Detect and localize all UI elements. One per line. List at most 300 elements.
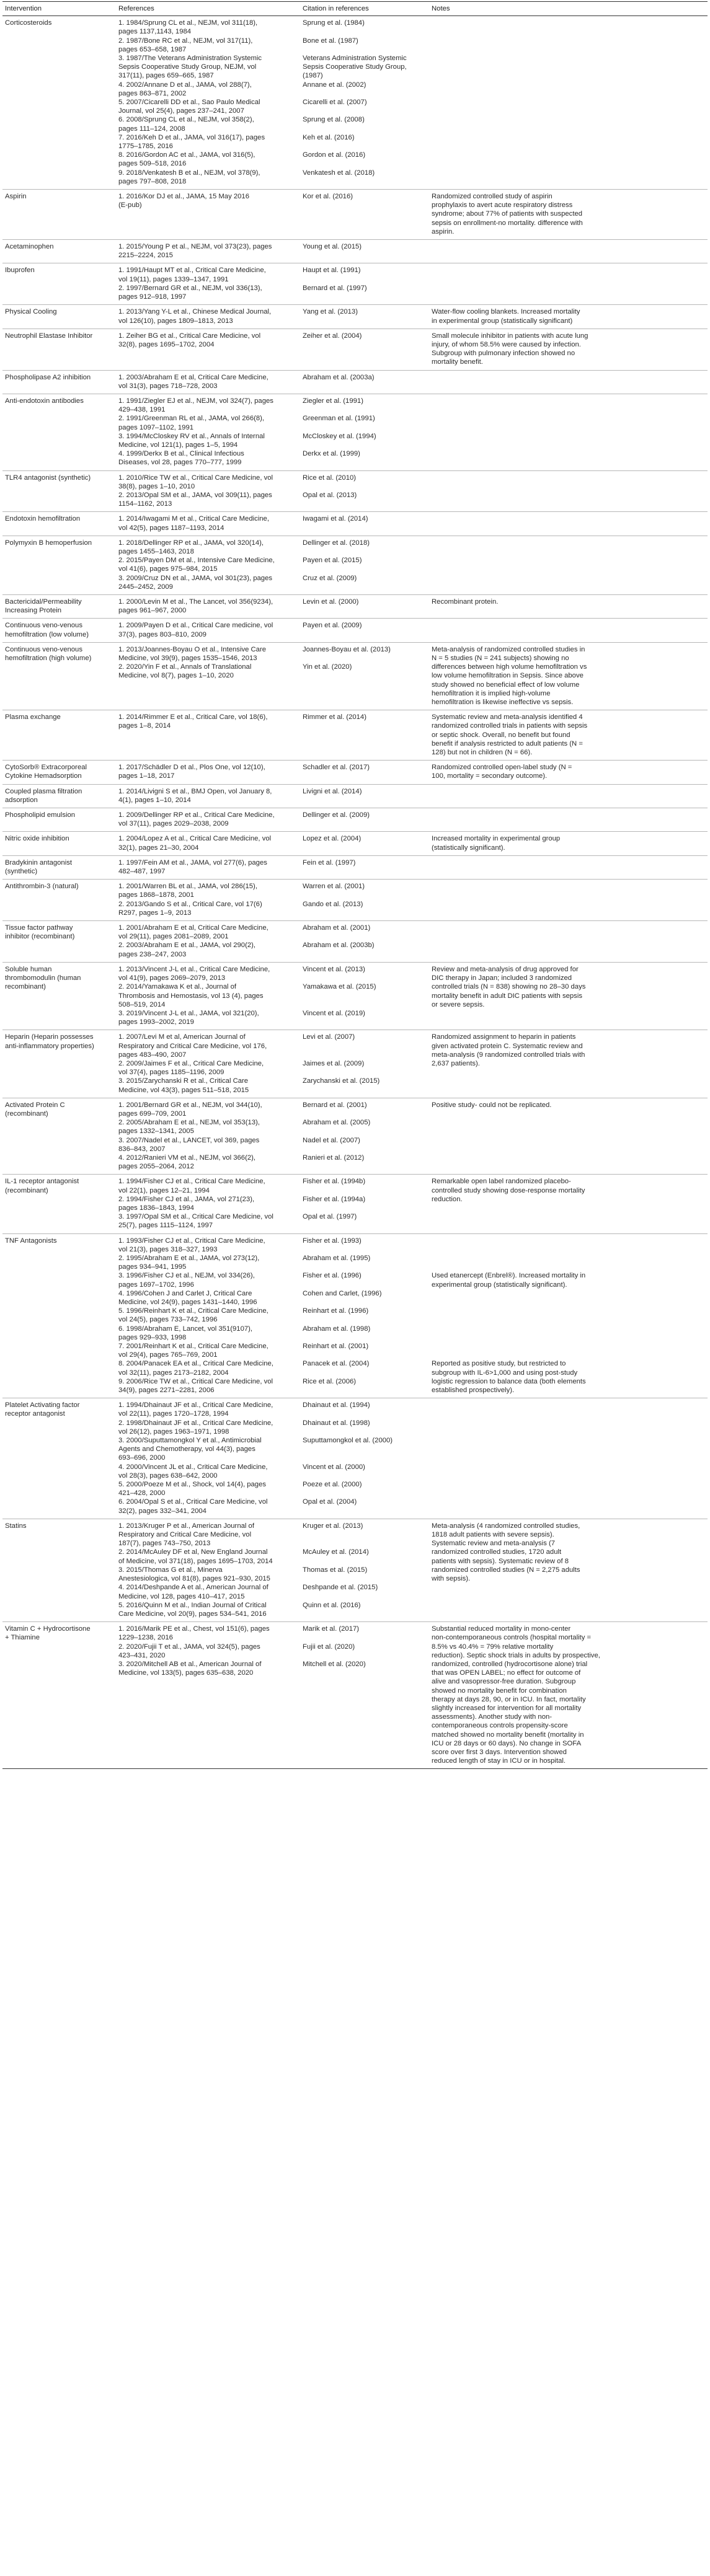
citation-line	[303, 1539, 427, 1548]
citation-line	[303, 441, 427, 449]
intervention-line: Phospholipase A2 inhibition	[5, 373, 91, 381]
references-line: pages 961–967, 2000	[118, 607, 187, 615]
citation-line: Cicarelli et al. (2007)	[303, 99, 367, 107]
citation-line: Dhainaut et al. (1994)	[303, 1401, 370, 1409]
notes-line	[432, 1245, 705, 1254]
citation-line	[303, 1445, 427, 1453]
notes-line: Increased mortality in experimental group	[432, 835, 561, 843]
notes-cell	[429, 808, 708, 832]
references-line: 32(1), pages 21–30, 2004	[118, 844, 199, 852]
citation-line	[303, 1281, 427, 1289]
intervention-line: Nitric oxide inhibition	[5, 835, 69, 843]
notes-cell	[429, 1030, 708, 1098]
references-line: 2. 1991/Greenman RL et al., JAMA, vol 266(8),	[118, 415, 265, 423]
references-line: vol 32(11), pages 2173–2182, 2004	[118, 1369, 229, 1377]
references-line: pages 1836–1843, 1994	[118, 1204, 194, 1212]
citation-cell	[300, 16, 429, 190]
references-line: vol 41(9), pages 2069–2079, 2013	[118, 974, 226, 982]
citation-line: Zarychanski et al. (2015)	[303, 1077, 380, 1085]
intervention-cell	[2, 921, 116, 963]
citation-line	[303, 891, 427, 899]
citation-cell	[300, 594, 429, 618]
citation-line: Sprung et al. (1984)	[303, 19, 365, 27]
citation-line	[303, 1068, 427, 1077]
citation-line: Abraham et al. (2005)	[303, 1119, 371, 1127]
intervention-line: hemofiltration (high volume)	[5, 655, 92, 662]
references-line: pages 238–247, 2003	[118, 950, 187, 958]
notes-line: hemofiltration is likewise ineffective vs sepsis.	[432, 699, 574, 707]
notes-line: randomized controlled studies, 1720 adult	[432, 1548, 562, 1556]
intervention-line: Platelet Activating factor	[5, 1401, 80, 1409]
references-line: pages 1868–1878, 2001	[118, 891, 194, 899]
references-line: pages 111–124, 2008	[118, 125, 185, 133]
references-line: 2. 1994/Fisher CJ et al., JAMA, vol 271(23),	[118, 1195, 255, 1203]
citation-cell	[300, 329, 429, 370]
references-line: 1. 2001/Abraham E et al, Critical Care Medicine,	[118, 924, 268, 932]
references-line: Respiratory and Critical Care Medicine, vol	[118, 1531, 252, 1539]
references-line: 3. 1994/McCloskey RV et al., Annals of Internal	[118, 432, 265, 440]
citation-line: Sprung et al. (2008)	[303, 116, 365, 124]
citation-line	[303, 1530, 427, 1539]
references-line: 7. 2001/Reinhart K et al., Critical Care Medicine,	[118, 1343, 268, 1351]
citation-line: Levi et al. (2007)	[303, 1033, 355, 1041]
references-line: 5. 1996/Reinhart K et al., Critical Care Medicine,	[118, 1307, 268, 1315]
notes-line: Used etanercept (Enbrel®). Increased mortality in	[432, 1272, 586, 1280]
intervention-cell	[2, 1622, 116, 1769]
citation-line: Panacek et al. (2004)	[303, 1360, 370, 1368]
references-cell	[116, 1175, 300, 1233]
notes-line: Randomized assignment to heparin in patients	[432, 1033, 576, 1041]
intervention-cell	[2, 305, 116, 329]
notes-line: meta-analysis (9 randomized controlled trials with	[432, 1051, 585, 1059]
notes-line: ICU or 28 days or 60 days). No change in SOFA	[432, 1739, 582, 1747]
notes-line: non-contemporaneous controls (hospital mortality =	[432, 1634, 592, 1642]
citation-line: Cruz et al. (2009)	[303, 574, 357, 582]
references-line: of Medicine, vol 371(18), pages 1695–1703, 2014	[118, 1557, 273, 1565]
notes-line: randomized controlled studies (N = 2,275 adults	[432, 1566, 580, 1574]
intervention-line: adsorption	[5, 796, 38, 804]
references-line: pages 1–8, 2014	[118, 722, 171, 730]
citation-line	[303, 142, 427, 151]
references-line: 1. 1991/Haupt MT et al., Critical Care Medicine,	[118, 267, 266, 275]
intervention-cell	[2, 329, 116, 370]
intervention-line: Polymyxin B hemoperfusion	[5, 539, 92, 547]
citation-line	[303, 275, 427, 284]
notes-line: that was OPEN LABEL; no effect for outcome of	[432, 1669, 581, 1677]
citation-line: Annane et al. (2002)	[303, 81, 366, 89]
references-line: pages 2055–2064, 2012	[118, 1163, 194, 1171]
intervention-line: Phospholipid emulsion	[5, 811, 76, 819]
table-row	[2, 784, 708, 808]
notes-line: Subgroup with pulmonary infection showed no	[432, 350, 575, 358]
references-cell	[116, 1233, 300, 1398]
notes-line: subgroup with IL-6>1,000 and using post-study	[432, 1369, 578, 1377]
notes-line: mortality benefit in adult DIC patients with sepsis	[432, 992, 582, 1000]
references-cell	[116, 394, 300, 470]
references-line: 1. 2016/Marik PE et al., Chest, vol 151(6), pages	[118, 1625, 270, 1633]
references-line: 2. 2009/Jaimes F et al., Critical Care Medicine,	[118, 1059, 264, 1067]
citation-line	[303, 1333, 427, 1342]
notes-line: syndrome; about 77% of patients with suspected	[432, 210, 583, 218]
intervention-cell	[2, 710, 116, 761]
references-line: Thrombosis and Hemostasis, vol 13 (4), pages	[118, 992, 264, 1000]
references-line: pages 1097–1102, 1991	[118, 423, 194, 431]
citation-cell	[300, 1233, 429, 1398]
notes-line: Substantial reduced mortality in mono-center	[432, 1625, 571, 1633]
table-row	[2, 1519, 708, 1621]
table-row	[2, 305, 708, 329]
citation-line: Iwagami et al. (2014)	[303, 515, 368, 523]
notes-line: DIC therapy in Japan; included 3 randomized	[432, 974, 572, 982]
references-line: 1. 2013/Joannes-Boyau O et al., Intensive Care	[118, 645, 267, 653]
citation-line: Venkatesh et al. (2018)	[303, 169, 375, 177]
references-line: 1. 2004/Lopez A et al., Critical Care Medicine, vol	[118, 835, 272, 843]
references-line: 2. 2020/Fujii T et al., JAMA, vol 324(5), pages	[118, 1643, 260, 1651]
citation-line: Livigni et al. (2014)	[303, 787, 362, 795]
references-line: 1. 2013/Kruger P et al., American Journal of	[118, 1522, 254, 1530]
intervention-line: Anti-endotoxin antibodies	[5, 397, 84, 405]
references-line: Agents and Chemotherapy, vol 44(3), pages	[118, 1445, 255, 1453]
citation-cell	[300, 880, 429, 921]
notes-cell	[429, 1622, 708, 1769]
references-line: 1. 2003/Abraham E et al, Critical Care Medicine,	[118, 373, 268, 381]
notes-cell	[429, 1098, 708, 1175]
table-row	[2, 619, 708, 642]
references-line: 1. 2013/Yang Y-L et al., Chinese Medical Journal,	[118, 308, 272, 316]
notes-line	[432, 1333, 705, 1342]
references-cell	[116, 619, 300, 642]
intervention-line: CytoSorb® Extracorporeal	[5, 764, 87, 772]
notes-cell	[429, 855, 708, 879]
notes-line: sepsis on enrollment-no mortality. difference with	[432, 219, 583, 227]
notes-cell	[429, 470, 708, 512]
citation-cell	[300, 470, 429, 512]
citation-line: Payen et al. (2015)	[303, 557, 362, 565]
references-line: 3. 2015/Thomas G et al., Minerva	[118, 1566, 223, 1574]
citation-line: Greenman et al. (1991)	[303, 415, 375, 423]
intervention-cell	[2, 190, 116, 240]
references-line: vol 29(4), pages 765–769, 2001	[118, 1351, 218, 1359]
intervention-line: (synthetic)	[5, 868, 38, 876]
notes-cell	[429, 329, 708, 370]
citation-line	[303, 482, 427, 491]
intervention-line: Continuous veno-venous	[5, 645, 82, 653]
intervention-cell	[2, 1030, 116, 1098]
notes-line: mortality benefit.	[432, 358, 483, 366]
citation-line: Suputtamongkol et al. (2000)	[303, 1437, 393, 1445]
notes-line: 2,637 patients).	[432, 1059, 480, 1067]
table-row	[2, 512, 708, 536]
references-cell	[116, 710, 300, 761]
references-line: 1. 2010/Rice TW et al., Critical Care Medicine, vol	[118, 474, 273, 482]
references-line: 4. 1996/Cohen J and Carlet J, Critical Care	[118, 1289, 252, 1297]
references-line: 3. 2019/Vincent J-L et al., JAMA, vol 321(20),	[118, 1009, 259, 1017]
table-row	[2, 880, 708, 921]
notes-cell	[429, 642, 708, 710]
references-line: Medicine, vol 24(9), pages 1431–1440, 1996	[118, 1299, 257, 1306]
references-line: 32(2), pages 332–341, 2004	[118, 1507, 206, 1515]
references-line: Diseases, vol 28, pages 770–777, 1999	[118, 459, 242, 467]
references-line: pages 1332–1341, 2005	[118, 1127, 194, 1136]
intervention-cell	[2, 832, 116, 855]
references-line: 836–843, 2007	[118, 1145, 166, 1153]
citation-line: Fujii et al. (2020)	[303, 1643, 355, 1651]
citation-line: Zeiher et al. (2004)	[303, 332, 362, 340]
references-line: pages 509–518, 2016	[118, 160, 187, 168]
notes-cell	[429, 784, 708, 808]
references-line: 2. 2015/Payen DM et al., Intensive Care Medicine,	[118, 557, 275, 565]
references-line: Respiratory and Critical Care Medicine, vol 176,	[118, 1042, 267, 1050]
intervention-cell	[2, 1233, 116, 1398]
references-line: Sepsis Cooperative Study Group, NEJM, vol	[118, 63, 257, 71]
citation-cell	[300, 1398, 429, 1519]
intervention-line: TNF Antagonists	[5, 1237, 57, 1245]
table-row	[2, 240, 708, 263]
notes-line: (statistically significant).	[432, 844, 505, 852]
intervention-line: IL-1 receptor antagonist	[5, 1178, 79, 1186]
references-line: 429–438, 1991	[118, 406, 166, 414]
notes-line: 8.5% vs 40.4% = 79% relative mortality	[432, 1643, 554, 1651]
references-line: 1. 2001/Bernard GR et al., NEJM, vol 344(10),	[118, 1101, 262, 1109]
citation-line: Levin et al. (2000)	[303, 598, 359, 606]
notes-line: slightly increased for intervention for all mortality	[432, 1704, 582, 1712]
references-cell	[116, 880, 300, 921]
citation-cell	[300, 855, 429, 879]
notes-line	[432, 1254, 705, 1263]
references-line: 1. 2009/Payen D et al., Critical Care medicine, vol	[118, 622, 273, 630]
references-line: Medicine, vol 128, pages 410–417, 2015	[118, 1592, 245, 1600]
citation-line: Gordon et al. (2016)	[303, 151, 366, 159]
table-row	[2, 1098, 708, 1175]
citation-line	[303, 992, 427, 1000]
citation-line: Cohen and Carlet, (1996)	[303, 1289, 382, 1297]
citation-line	[303, 547, 427, 556]
citation-line	[303, 1204, 427, 1212]
notes-cell	[429, 536, 708, 594]
notes-line	[432, 1237, 705, 1245]
references-line: 2. 1995/Abraham E et al., JAMA, vol 273(12),	[118, 1254, 260, 1262]
notes-line: contemporaneous controls propensity-score	[432, 1722, 568, 1730]
citation-line: Abraham et al. (1995)	[303, 1254, 371, 1262]
references-line: vol 29(11), pages 2081–2089, 2001	[118, 933, 229, 941]
references-line: 421–428, 2000	[118, 1489, 166, 1498]
references-line: pages 1455–1463, 2018	[118, 547, 194, 555]
table-row	[2, 190, 708, 240]
citation-line: Schadler et al. (2017)	[303, 764, 370, 772]
notes-line	[432, 1325, 705, 1333]
references-line: 5. 2007/Cicarelli DD et al., Sao Paulo Medical	[118, 99, 260, 107]
citation-line: Joannes-Boyau et al. (2013)	[303, 645, 391, 653]
intervention-line: inhibitor (recombinant)	[5, 933, 75, 941]
table-row	[2, 832, 708, 855]
intervention-line: Vitamin C + Hydrocortisone	[5, 1625, 91, 1633]
references-line: pages 653–658, 1987	[118, 45, 187, 53]
citation-cell	[300, 1030, 429, 1098]
citation-line	[303, 932, 427, 941]
references-line: vol 24(5), pages 733–742, 1996	[118, 1316, 218, 1324]
citation-line	[303, 405, 427, 414]
notes-cell	[429, 305, 708, 329]
intervention-line: Acetaminophen	[5, 243, 54, 251]
references-line: 4(1), pages 1–10, 2014	[118, 796, 191, 804]
references-cell	[116, 1030, 300, 1098]
notes-cell	[429, 594, 708, 618]
citation-line: Dhainaut et al. (1998)	[303, 1419, 370, 1427]
references-line: 2445–2452, 2009	[118, 583, 173, 591]
intervention-line: Cytokine Hemadsorption	[5, 772, 82, 780]
citation-cell	[300, 921, 429, 963]
citation-line: Opal et al. (2004)	[303, 1498, 357, 1506]
citation-line	[303, 1127, 427, 1136]
references-line: 2. 2005/Abraham E et al., NEJM, vol 353(13),	[118, 1119, 260, 1127]
notes-line: Recombinant protein.	[432, 598, 499, 606]
notes-line: prophylaxis to avert acute respiratory distress	[432, 201, 573, 210]
references-line: Journal, vol 25(4), pages 237–241, 2007	[118, 107, 244, 115]
references-line: 3. 1987/The Veterans Administration Systemic	[118, 55, 262, 63]
citation-line: Nadel et al. (2007)	[303, 1136, 360, 1144]
citation-line	[303, 423, 427, 432]
notes-line: patients with sepsis). Systematic review of 8	[432, 1557, 569, 1565]
intervention-line: Bactericidal/Permeability	[5, 598, 82, 606]
citation-cell	[300, 1175, 429, 1233]
references-line: 187(7), pages 743–750, 2013	[118, 1540, 211, 1548]
notes-line: hemofiltration it is implied high-volume	[432, 689, 551, 697]
notes-line: N = 5 studies (N = 241 subjects) showing no	[432, 655, 569, 662]
citation-line	[303, 27, 427, 36]
citation-line	[303, 565, 427, 573]
references-line: 2. 1998/Dhainaut JF et al., Critical Care Medicine,	[118, 1419, 273, 1427]
references-line: 1775–1785, 2016	[118, 143, 173, 151]
references-line: 2. 2014/Yamakawa K et al., Journal of	[118, 983, 237, 991]
intervention-line: Ibuprofen	[5, 267, 35, 275]
citation-line	[303, 1298, 427, 1307]
citation-line: Reinhart et al. (1996)	[303, 1307, 369, 1315]
citation-line	[303, 1574, 427, 1583]
notes-cell	[429, 1175, 708, 1233]
notes-line: study showed no beneficial effect of low volume	[432, 681, 580, 689]
citation-line: Fisher et al. (1994b)	[303, 1178, 366, 1186]
references-line: 38(8), pages 1–10, 2010	[118, 482, 195, 490]
references-line: 6. 2008/Sprung CL et al., NEJM, vol 358(2),	[118, 116, 254, 124]
notes-cell	[429, 761, 708, 784]
citation-line: Deshpande et al. (2015)	[303, 1584, 378, 1592]
citation-line: Ranieri et al. (2012)	[303, 1153, 365, 1162]
citation-line: Abraham et al. (2001)	[303, 924, 371, 932]
citation-line: Opal et al. (2013)	[303, 491, 357, 499]
notes-cell	[429, 512, 708, 536]
citation-line: Kruger et al. (2013)	[303, 1522, 363, 1530]
references-cell	[116, 784, 300, 808]
notes-line: Randomized controlled open-label study (N =	[432, 764, 572, 772]
citation-line	[303, 1000, 427, 1009]
citation-cell	[300, 512, 429, 536]
notes-line: Remarkable open label randomized placebo-	[432, 1178, 571, 1186]
notes-line	[432, 1315, 705, 1324]
notes-cell	[429, 263, 708, 305]
notes-line: differences between high volume hemofiltration vs	[432, 663, 587, 671]
references-line: 3. 2020/Mitchell AB et al., American Journal of	[118, 1660, 262, 1668]
notes-cell	[429, 190, 708, 240]
citation-cell	[300, 710, 429, 761]
references-line: 1229–1238, 2016	[118, 1634, 173, 1642]
citation-line	[303, 1557, 427, 1566]
notes-line: Systematic review and meta-analysis (7	[432, 1540, 556, 1548]
references-line: 3. 1996/Fisher CJ et al., NEJM, vol 334(26),	[118, 1272, 255, 1280]
references-cell	[116, 190, 300, 240]
references-line: 1. 2000/Levin M et al., The Lancet, vol 356(9234),	[118, 598, 273, 606]
notes-line: Systematic review and meta-analysis identified 4	[432, 713, 583, 721]
notes-cell	[429, 1398, 708, 1519]
citation-line	[303, 1351, 427, 1359]
notes-line: 1818 adult patients with severe sepsis).	[432, 1531, 554, 1539]
citation-line: Poeze et al. (2000)	[303, 1481, 362, 1489]
references-line: 8. 2016/Gordon AC et al., JAMA, vol 316(5),	[118, 151, 255, 159]
references-line: pages 1697–1702, 1996	[118, 1281, 194, 1289]
notes-cell	[429, 370, 708, 394]
table-row	[2, 1175, 708, 1233]
notes-line: reduction.	[432, 1195, 463, 1203]
references-line: Anestesiologica, vol 81(8), pages 921–930, 2015	[118, 1575, 270, 1583]
references-line: pages 699–709, 2001	[118, 1109, 187, 1118]
notes-cell	[429, 962, 708, 1030]
references-line: 2. 2013/Gando S et al., Critical Care, vol 17(6)	[118, 900, 262, 908]
references-line: 4. 2014/Deshpande A et al., American Journal of	[118, 1584, 268, 1592]
references-cell	[116, 921, 300, 963]
table-row	[2, 710, 708, 761]
citation-line	[303, 1651, 427, 1660]
notes-cell	[429, 1519, 708, 1621]
references-line: 1154–1162, 2013	[118, 500, 172, 508]
references-line: vol 22(11), pages 1720–1728, 1994	[118, 1410, 229, 1418]
intervention-line: Heparin (Heparin possesses	[5, 1033, 94, 1041]
intervention-line: + Thiamine	[5, 1634, 40, 1642]
citation-line: Vincent et al. (2000)	[303, 1463, 365, 1471]
intervention-line: Physical Cooling	[5, 308, 57, 316]
references-cell	[116, 370, 300, 394]
citation-line: Ziegler et al. (1991)	[303, 397, 363, 405]
references-line: vol 22(1), pages 12–21, 1994	[118, 1186, 210, 1194]
citation-line: Fisher et al. (1994a)	[303, 1195, 366, 1203]
intervention-line: Plasma exchange	[5, 713, 61, 721]
intervention-cell	[2, 263, 116, 305]
table-row	[2, 1622, 708, 1769]
references-cell	[116, 1622, 300, 1769]
header-notes: Notes	[429, 2, 708, 16]
table-row	[2, 536, 708, 594]
references-cell	[116, 594, 300, 618]
notes-line	[432, 1298, 705, 1307]
notes-line: Positive study- could not be replicated.	[432, 1101, 552, 1109]
intervention-cell	[2, 594, 116, 618]
citation-line: Rice et al. (2006)	[303, 1377, 357, 1385]
citation-cell	[300, 190, 429, 240]
references-line: vol 42(5), pages 1187–1193, 2014	[118, 524, 224, 532]
intervention-line: TLR4 antagonist (synthetic)	[5, 474, 91, 482]
notes-line: injury, of whom 58.5% were caused by infection.	[432, 340, 581, 348]
references-cell	[116, 855, 300, 879]
citation-line: Kor et al. (2016)	[303, 193, 353, 201]
notes-cell	[429, 921, 708, 963]
citation-line: Fein et al. (1997)	[303, 858, 356, 867]
notes-line: given activated protein C. Systematic review and	[432, 1042, 583, 1050]
references-line: vol 41(6), pages 975–984, 2015	[118, 565, 218, 573]
notes-line	[432, 1342, 705, 1351]
notes-line: or severe sepsis.	[432, 1000, 485, 1008]
references-line: pages 797–808, 2018	[118, 177, 187, 185]
intervention-line: (recombinant)	[5, 1109, 48, 1118]
references-line: 482–487, 1997	[118, 868, 166, 876]
references-line: 1. 2007/Levi M et al, American Journal of	[118, 1033, 246, 1041]
